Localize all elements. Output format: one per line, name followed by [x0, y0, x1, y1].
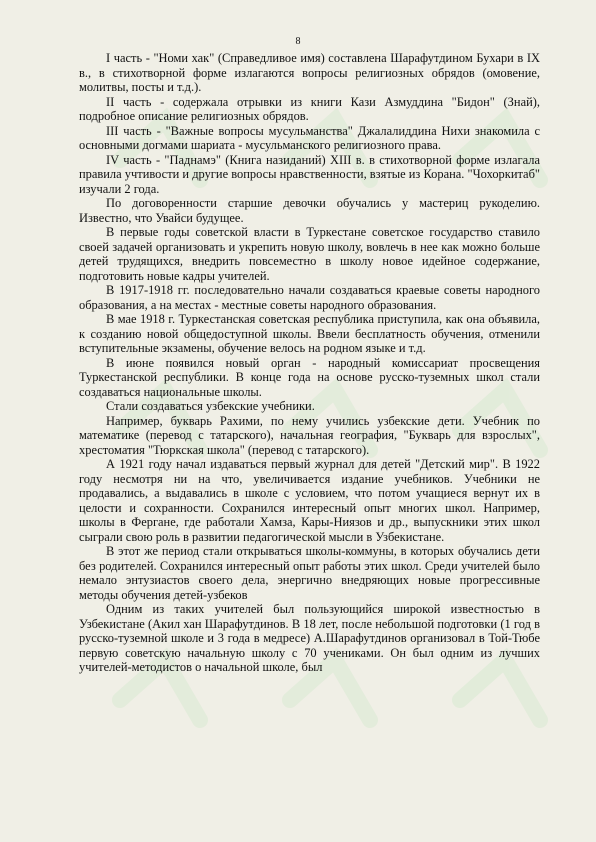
paragraph-councils: В 1917-1918 гг. последовательно начали создаваться краевые советы народного образования, а на местах - местные советы народного образования.	[79, 283, 540, 312]
paragraph-part-1: I часть - "Номи хак" (Справедливое имя) составлена Шарафутдином Бухари в IX в., в стихотворной форме излагаются вопросы религиозных обрядов (омовение, молитвы, посты и т.д.).	[79, 51, 540, 94]
paragraph-examples: Например, букварь Рахими, по нему учились узбекские дети. Учебник по математике (перевод с татарского), начальная география, "Букварь для взрослых", хрестоматия "Тюркская школа" (перевод с татарского).	[79, 413, 540, 457]
paragraph-part-4: IV часть - "Паднамэ" (Книга назиданий) XIII в. в стихотворной форме излагала правила учтивости и другие вопросы нравственности, взятые из Корана. "Чохоркитаб" изучали 2 года.	[79, 152, 540, 196]
paragraph-may-1918: В мае 1918 г. Туркестанская советская республика приступила, как она объявила, к созданию новой общедоступной школы. Ввели бесплатность обучения, отменили вступительные экзамены, обучение велось на родном языке и т.д.	[79, 312, 540, 355]
page-number: 8	[295, 36, 301, 47]
paragraph-soviet-school: В первые годы советской власти в Туркестане советское государство ставило своей задачей организовать и укрепить новую школу, вовлечь в нее как можно больше детей трудящихся, внедрить повсеместно в школу новое идейное содержание, подготовить новые кадры учителей.	[79, 225, 540, 283]
paragraph-girls-crafts: По договоренности старшие девочки обучались у мастериц рукоделию. Известно, что Увайси будущее.	[79, 196, 540, 225]
paragraph-textbooks: Стали создаваться узбекские учебники.	[106, 399, 315, 413]
paragraph-1921-journal: А 1921 году начал издаваться первый журнал для детей "Детский мир". В 1922 году несмотря ни на что, увеличивается издание учебников. Учебники не продавались, а выдавались в школе с условием, что потом учащиеся вернут их в целости и сохранности. Сохранился интересный опыт многих школ. Например, школы в Фергане, где работали Хамза, Кары-Ниязов и др., выпускники этих школ сыграли свою роль в развитии педагогической мысли в Узбекистане.	[79, 457, 540, 544]
paragraph-sharafutdinov: Одним из таких учителей был пользующийся широкой известностью в Узбекистане (Акил хан Шарафутдинов. В 18 лет, после небольшой подготовки (1 год в русско-туземной школе и 3 года в медресе) А.Шарафутдинов организовал в Той-Тюбе первую советскую начальную школу с 70 учениками. Он был одним из лучших учителей-методистов о начальной школе, был	[79, 602, 540, 674]
paragraph-part-3: III часть - "Важные вопросы мусульманства" Джалалиддина Нихи знакомила с основными догмами шариата - мусульманского религиозного права.	[79, 123, 540, 152]
paragraph-school-communes: В этот же период стали открываться школы-коммуны, в которых обучались дети без родителей. Сохранился интересный опыт работы этих школ. Среди учителей было немало энтузиастов своего дела, энергично внедряющих новые прогрессивные методы обучения детей-узбеков	[79, 544, 540, 602]
document-body	[79, 51, 540, 675]
paragraph-june-commissariat: В июне появился новый орган - народный комиссариат просвещения Туркестанской республики. В конце года на основе русско-туземных школ стали создаваться национальные школы.	[79, 355, 540, 399]
paragraph-part-2: II часть - содержала отрывки из книги Кази Азмуддина "Бидон" (Знай), подробное описание религиозных обрядов.	[79, 94, 540, 123]
